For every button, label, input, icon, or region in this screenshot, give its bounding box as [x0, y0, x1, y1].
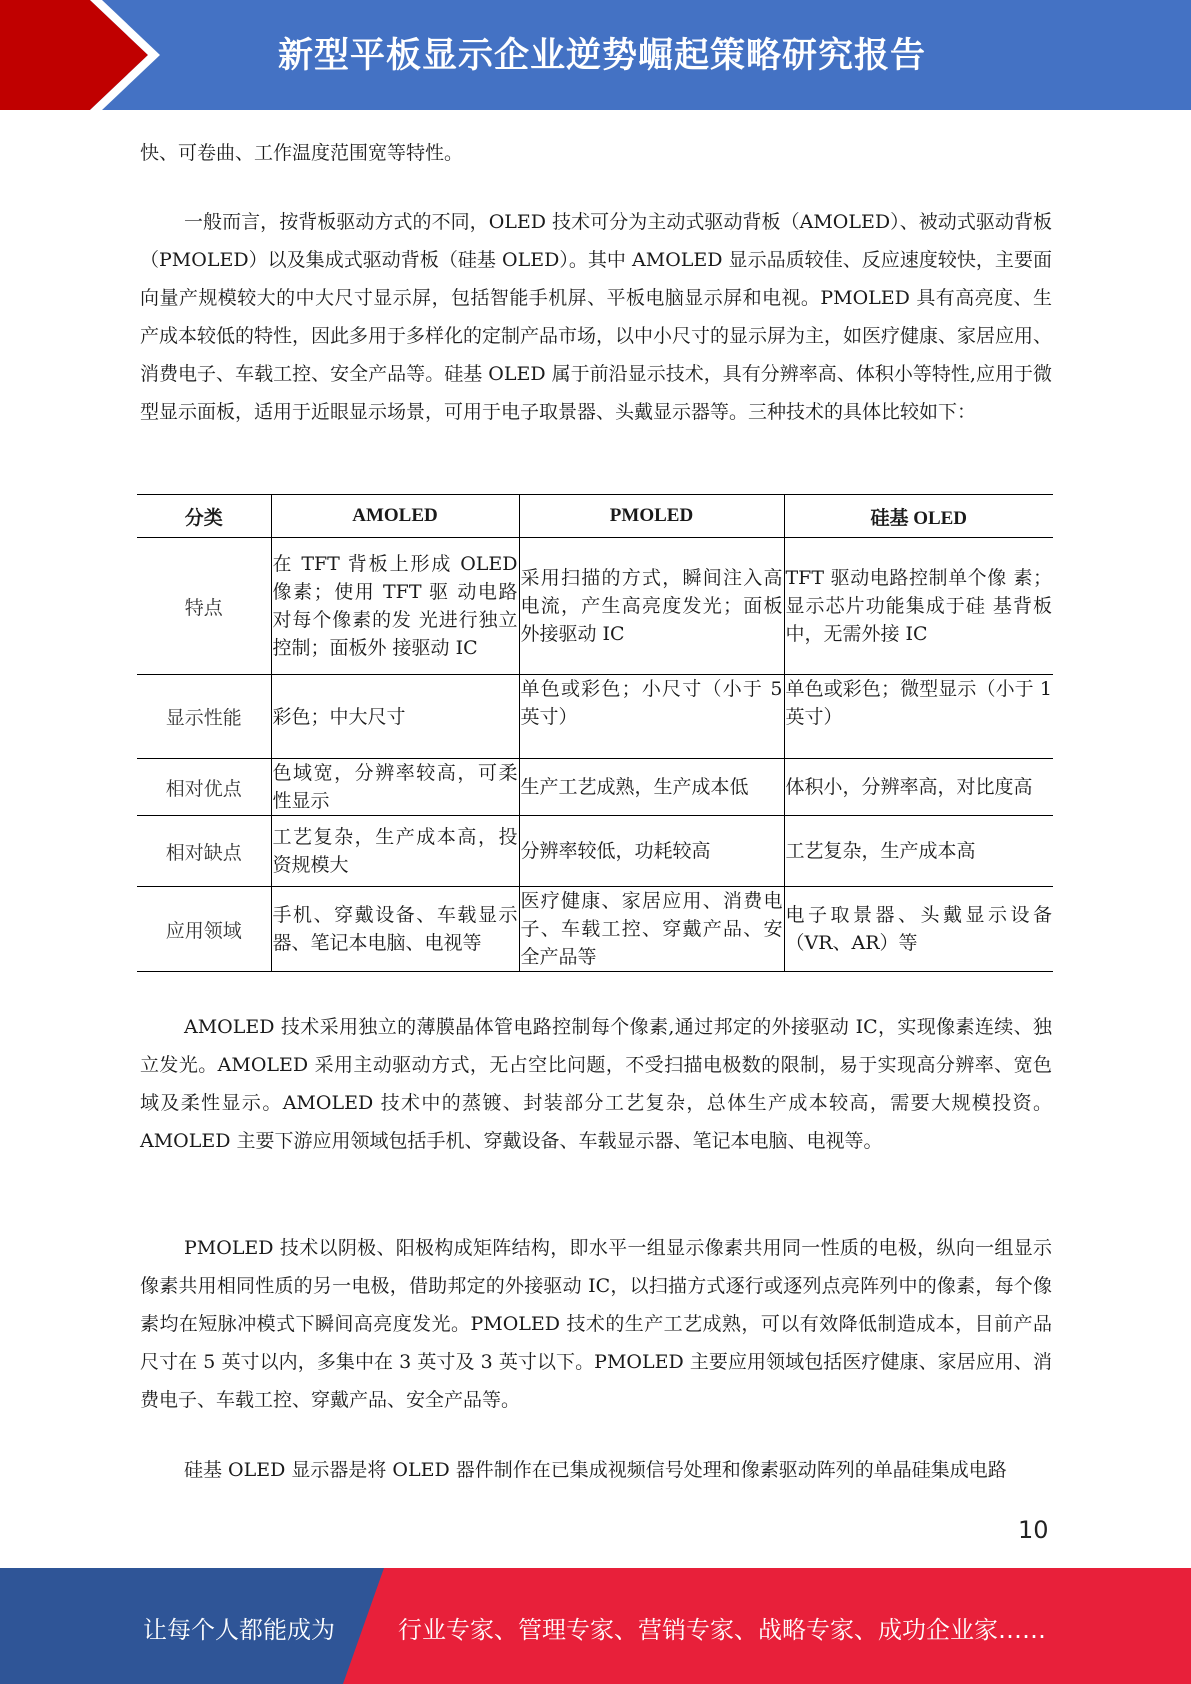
paragraph-oled-types: 一般而言，按背板驱动方式的不同，OLED 技术可分为主动式驱动背板（AMOLED）、被动式驱动背板（PMOLED）以及集成式驱动背板（硅基 OLED）。其中 AMOLED 显示品质较佳、反应速度较快，主要面向量产规模较大的中大尺寸显示屏，包括智能手机屏、平板电脑显示屏和电视。PMOLED 具有高亮度、生产成本较低的特性，因此多用于多样化的定制产品市场，以中小尺寸的显示屏为主，如医疗健康、家居应用、消费电子、车载工控、安全产品等。硅基 OLED 属于前沿显示技术，具有分辨率高、体积小等特性,应用于微型显示面板，适用于近眼显示场景，可用于电子取景器、头戴显示器等。三种技术的具体比较如下：	[140, 211, 1053, 423]
table-row	[137, 759, 1053, 816]
paragraph-silicon-oled: 硅基 OLED 显示器是将 OLED 器件制作在已集成视频信号处理和像素驱动阵列的单晶硅集成电路	[184, 1459, 1007, 1481]
paragraph-amoled: AMOLED 技术采用独立的薄膜晶体管电路控制每个像素,通过邦定的外接驱动 IC，实现像素连续、独立发光。AMOLED 采用主动驱动方式，无占空比问题，不受扫描电极数的限制，易于实现高分辨率、宽色域及柔性显示。AMOLED 技术中的蒸镀、封装部分工艺复杂，总体生产成本较高，需要大规模投资。AMOLED 主要下游应用领域包括手机、穿戴设备、车载显示器、笔记本电脑、电视等。	[140, 1016, 1052, 1152]
table-row	[137, 816, 1053, 887]
table-header-category: 分类	[137, 495, 271, 538]
oled-comparison-table	[137, 494, 1053, 972]
cell-pmoled: 单色或彩色；小尺寸（小于 5 英寸）	[519, 675, 784, 759]
row-category: 相对缺点	[137, 816, 271, 887]
cell-silicon-oled: 电子取景器、头戴显示设备（VR、AR）等	[784, 887, 1053, 972]
table-row	[137, 675, 1053, 759]
table-header-pmoled: PMOLED	[519, 495, 784, 538]
table-row	[137, 887, 1053, 972]
cell-pmoled: 采用扫描的方式，瞬间注入高电流，产生高亮度发光；面板外接驱动 IC	[519, 538, 784, 675]
cell-silicon-oled: 单色或彩色；微型显示（小于 1 英寸）	[784, 675, 1053, 759]
row-category: 特点	[137, 538, 271, 675]
footer-slogan-right: 行业专家、管理专家、营销专家、战略专家、成功企业家……	[398, 1616, 1046, 1644]
paragraph-pmoled: PMOLED 技术以阴极、阳极构成矩阵结构，即水平一组显示像素共用同一性质的电极，纵向一组显示像素共用相同性质的另一电极，借助邦定的外接驱动 IC，以扫描方式逐行或逐列点亮阵列中的像素，每个像素均在短脉冲模式下瞬间高亮度发光。PMOLED 技术的生产工艺成熟，可以有效降低制造成本，目前产品尺寸在 5 英寸以内，多集中在 3 英寸及 3 英寸以下。PMOLED 主要应用领域包括医疗健康、家居应用、消费电子、车载工控、穿戴产品、安全产品等。	[140, 1237, 1052, 1411]
page-header	[0, 0, 1191, 110]
cell-silicon-oled: 工艺复杂，生产成本高	[784, 816, 1053, 887]
cell-pmoled: 生产工艺成熟，生产成本低	[519, 759, 784, 816]
footer-slogan-left: 让每个人都能成为	[143, 1616, 335, 1644]
cell-amoled: 色域宽，分辨率较高，可柔性显示	[271, 759, 519, 816]
cell-amoled: 工艺复杂，生产成本高，投资规模大	[271, 816, 519, 887]
row-category: 应用领域	[137, 887, 271, 972]
cell-pmoled: 分辨率较低，功耗较高	[519, 816, 784, 887]
cell-amoled: 手机、穿戴设备、车载显示器、笔记本电脑、电视等	[271, 887, 519, 972]
cell-amoled: 彩色；中大尺寸	[271, 675, 519, 759]
cell-silicon-oled: TFT 驱动电路控制单个像 素；显示芯片功能集成于硅 基背板中，无需外接 IC	[784, 538, 1053, 675]
table-header-silicon-oled: 硅基 OLED	[784, 495, 1053, 538]
row-category: 相对优点	[137, 759, 271, 816]
header-red-triangle	[0, 0, 148, 110]
cell-silicon-oled: 体积小，分辨率高，对比度高	[784, 759, 1053, 816]
page-footer	[0, 1568, 1191, 1684]
table-header-amoled: AMOLED	[271, 495, 519, 538]
report-title: 新型平板显示企业逆势崛起策略研究报告	[278, 36, 927, 76]
table-row	[137, 538, 1053, 675]
cell-pmoled: 医疗健康、家居应用、消费电子、车载工控、穿戴产品、安全产品等	[519, 887, 784, 972]
cell-amoled: 在 TFT 背板上形成 OLED 像素；使用 TFT 驱 动电路对每个像素的发 光进行独立控制；面板外 接驱动 IC	[271, 538, 519, 675]
row-category: 显示性能	[137, 675, 271, 759]
table-header-row	[137, 495, 1053, 538]
paragraph-intro-continuation: 快、可卷曲、工作温度范围宽等特性。	[140, 142, 464, 164]
page-number: 10	[1018, 1516, 1049, 1544]
